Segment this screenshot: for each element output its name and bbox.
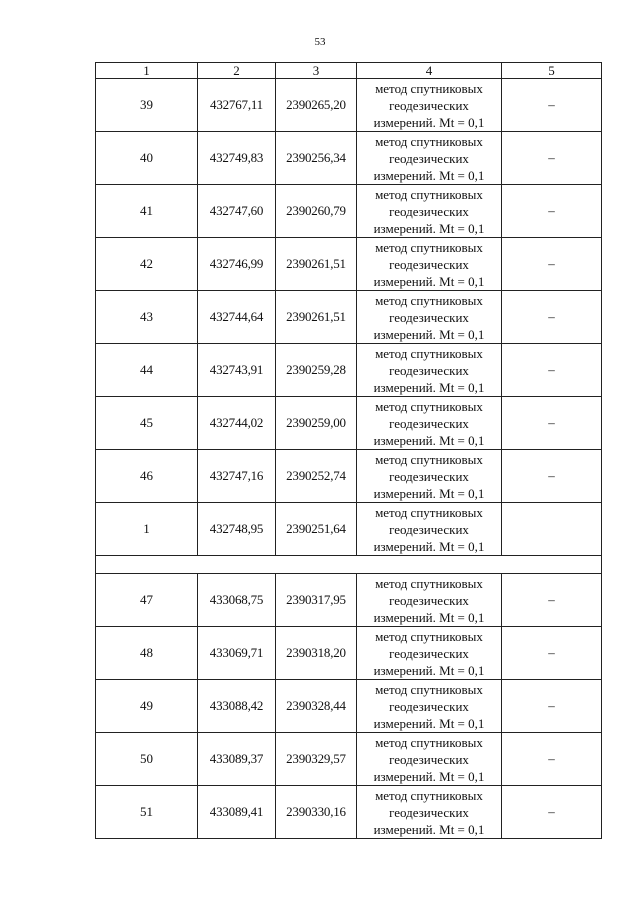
point-number-cell: 49	[96, 680, 198, 733]
method-text-line: измерений. Mt = 0,1	[373, 609, 485, 625]
method-cell	[357, 238, 502, 291]
table-row	[96, 344, 602, 397]
separator-cell	[96, 556, 602, 574]
method-cell	[357, 786, 502, 839]
method-cell	[357, 680, 502, 733]
method-text-line: геодезических	[389, 309, 469, 325]
method-text-line: метод спутниковых	[375, 80, 483, 96]
table-row	[96, 238, 602, 291]
x-coordinate-cell: 432744,02	[198, 397, 276, 450]
mark-cell: –	[502, 786, 602, 839]
method-text-line: геодезических	[389, 521, 469, 537]
method-cell	[357, 574, 502, 627]
mark-cell: –	[502, 79, 602, 132]
page-number: 53	[314, 36, 326, 48]
point-number-cell: 1	[96, 503, 198, 556]
method-cell	[357, 450, 502, 503]
method-text-line: метод спутниковых	[375, 787, 483, 803]
point-number-cell: 42	[96, 238, 198, 291]
method-cell	[357, 627, 502, 680]
point-number-cell: 43	[96, 291, 198, 344]
method-text-line: геодезических	[389, 150, 469, 166]
method-cell	[357, 132, 502, 185]
mark-cell: –	[502, 344, 602, 397]
y-coordinate-cell: 2390252,74	[276, 450, 357, 503]
mark-cell	[502, 503, 602, 556]
mark-cell: –	[502, 185, 602, 238]
method-text-line: геодезических	[389, 415, 469, 431]
x-coordinate-cell: 433089,41	[198, 786, 276, 839]
method-text-line: измерений. Mt = 0,1	[373, 715, 485, 731]
column-header-3: 3	[276, 63, 357, 79]
method-text-line: геодезических	[389, 203, 469, 219]
method-cell	[357, 291, 502, 344]
mark-cell: –	[502, 397, 602, 450]
method-text-line: метод спутниковых	[375, 292, 483, 308]
mark-cell: –	[502, 627, 602, 680]
y-coordinate-cell: 2390329,57	[276, 733, 357, 786]
method-cell	[357, 503, 502, 556]
point-number-cell: 41	[96, 185, 198, 238]
table-row	[96, 397, 602, 450]
method-text-line: метод спутниковых	[375, 239, 483, 255]
method-text-line: геодезических	[389, 256, 469, 272]
x-coordinate-cell: 432744,64	[198, 291, 276, 344]
y-coordinate-cell: 2390328,44	[276, 680, 357, 733]
y-coordinate-cell: 2390317,95	[276, 574, 357, 627]
x-coordinate-cell: 432749,83	[198, 132, 276, 185]
table-row	[96, 291, 602, 344]
method-text-line: измерений. Mt = 0,1	[373, 662, 485, 678]
method-text-line: метод спутниковых	[375, 398, 483, 414]
method-text-line: метод спутниковых	[375, 575, 483, 591]
method-text-line: метод спутниковых	[375, 345, 483, 361]
method-text-line: измерений. Mt = 0,1	[373, 485, 485, 501]
point-number-cell: 47	[96, 574, 198, 627]
mark-cell: –	[502, 238, 602, 291]
y-coordinate-cell: 2390261,51	[276, 291, 357, 344]
table-row	[96, 786, 602, 839]
method-text-line: геодезических	[389, 97, 469, 113]
column-header-5: 5	[502, 63, 602, 79]
method-text-line: метод спутниковых	[375, 133, 483, 149]
method-text-line: геодезических	[389, 751, 469, 767]
x-coordinate-cell: 432747,60	[198, 185, 276, 238]
column-header-1: 1	[96, 63, 198, 79]
method-text-line: измерений. Mt = 0,1	[373, 273, 485, 289]
method-text-line: метод спутниковых	[375, 734, 483, 750]
method-text-line: измерений. Mt = 0,1	[373, 821, 485, 837]
method-text-line: геодезических	[389, 804, 469, 820]
table-row	[96, 733, 602, 786]
y-coordinate-cell: 2390260,79	[276, 185, 357, 238]
mark-cell: –	[502, 450, 602, 503]
method-text-line: измерений. Mt = 0,1	[373, 768, 485, 784]
method-text-line: геодезических	[389, 698, 469, 714]
column-header-2: 2	[198, 63, 276, 79]
table-row	[96, 185, 602, 238]
method-text-line: измерений. Mt = 0,1	[373, 220, 485, 236]
table-row	[96, 503, 602, 556]
method-text-line: метод спутниковых	[375, 504, 483, 520]
x-coordinate-cell: 432746,99	[198, 238, 276, 291]
method-text-line: геодезических	[389, 592, 469, 608]
method-cell	[357, 733, 502, 786]
method-cell	[357, 79, 502, 132]
coordinates-table	[95, 62, 602, 839]
method-text-line: метод спутниковых	[375, 628, 483, 644]
table-header-row	[96, 63, 602, 79]
mark-cell: –	[502, 733, 602, 786]
method-text-line: метод спутниковых	[375, 451, 483, 467]
method-text-line: измерений. Mt = 0,1	[373, 114, 485, 130]
method-text-line: измерений. Mt = 0,1	[373, 379, 485, 395]
x-coordinate-cell: 433088,42	[198, 680, 276, 733]
method-text-line: измерений. Mt = 0,1	[373, 167, 485, 183]
point-number-cell: 40	[96, 132, 198, 185]
table-body	[96, 79, 602, 839]
method-text-line: геодезических	[389, 468, 469, 484]
column-header-4: 4	[357, 63, 502, 79]
group-separator-row	[96, 556, 602, 574]
x-coordinate-cell: 432748,95	[198, 503, 276, 556]
x-coordinate-cell: 432767,11	[198, 79, 276, 132]
x-coordinate-cell: 433069,71	[198, 627, 276, 680]
table-row	[96, 627, 602, 680]
method-text-line: геодезических	[389, 362, 469, 378]
method-cell	[357, 397, 502, 450]
mark-cell: –	[502, 574, 602, 627]
method-cell	[357, 185, 502, 238]
y-coordinate-cell: 2390259,00	[276, 397, 357, 450]
y-coordinate-cell: 2390251,64	[276, 503, 357, 556]
method-text-line: геодезических	[389, 645, 469, 661]
method-text-line: метод спутниковых	[375, 186, 483, 202]
table-row	[96, 450, 602, 503]
y-coordinate-cell: 2390265,20	[276, 79, 357, 132]
table-row	[96, 132, 602, 185]
method-text-line: измерений. Mt = 0,1	[373, 326, 485, 342]
table-row	[96, 574, 602, 627]
table-row	[96, 79, 602, 132]
y-coordinate-cell: 2390259,28	[276, 344, 357, 397]
table-row	[96, 680, 602, 733]
x-coordinate-cell: 432747,16	[198, 450, 276, 503]
x-coordinate-cell: 432743,91	[198, 344, 276, 397]
x-coordinate-cell: 433089,37	[198, 733, 276, 786]
point-number-cell: 39	[96, 79, 198, 132]
mark-cell: –	[502, 680, 602, 733]
point-number-cell: 44	[96, 344, 198, 397]
point-number-cell: 48	[96, 627, 198, 680]
mark-cell: –	[502, 132, 602, 185]
method-text-line: измерений. Mt = 0,1	[373, 432, 485, 448]
y-coordinate-cell: 2390256,34	[276, 132, 357, 185]
y-coordinate-cell: 2390330,16	[276, 786, 357, 839]
method-text-line: метод спутниковых	[375, 681, 483, 697]
point-number-cell: 50	[96, 733, 198, 786]
y-coordinate-cell: 2390318,20	[276, 627, 357, 680]
x-coordinate-cell: 433068,75	[198, 574, 276, 627]
mark-cell: –	[502, 291, 602, 344]
y-coordinate-cell: 2390261,51	[276, 238, 357, 291]
point-number-cell: 51	[96, 786, 198, 839]
method-cell	[357, 344, 502, 397]
point-number-cell: 46	[96, 450, 198, 503]
method-text-line: измерений. Mt = 0,1	[373, 538, 485, 554]
point-number-cell: 45	[96, 397, 198, 450]
